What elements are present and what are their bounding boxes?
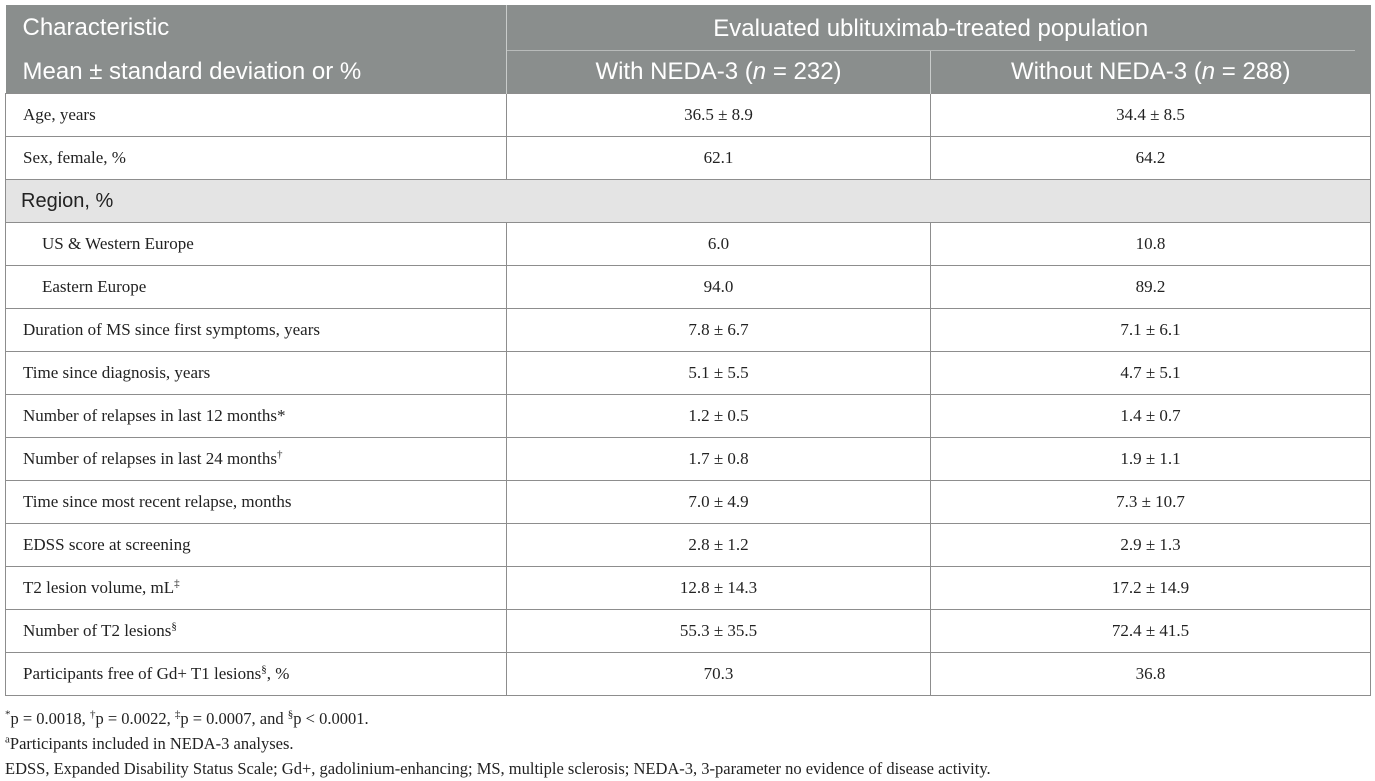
table-row	[6, 137, 1371, 180]
row-label: Time since most recent relapse, months	[6, 481, 507, 524]
footnote-abbreviations: EDSS, Expanded Disability Status Scale; Gd+, gadolinium-enhancing; MS, multiple sclerosis; NEDA-3, 3-parameter no evidence of disease activity.	[5, 759, 991, 778]
row-label: Eastern Europe	[6, 266, 507, 309]
row-label: Sex, female, %	[6, 137, 507, 180]
row-label: Age, years	[6, 94, 507, 137]
value-with-neda3: 5.1 ± 5.5	[507, 352, 931, 395]
value-without-neda3: 10.8	[931, 223, 1371, 266]
value-without-neda3: 2.9 ± 1.3	[931, 524, 1371, 567]
row-label: Participants free of Gd+ T1 lesions§, %	[6, 653, 507, 696]
characteristics-table	[5, 5, 1371, 696]
table-row	[6, 567, 1371, 610]
value-without-neda3: 89.2	[931, 266, 1371, 309]
value-with-neda3: 94.0	[507, 266, 931, 309]
value-with-neda3: 62.1	[507, 137, 931, 180]
row-label: Number of relapses in last 24 months†	[6, 438, 507, 481]
value-with-neda3: 7.8 ± 6.7	[507, 309, 931, 352]
footnote-participants: $^a$Participants included in NEDA-3 analyses.	[5, 733, 294, 753]
value-without-neda3: 4.7 ± 5.1	[931, 352, 1371, 395]
table-row	[6, 653, 1371, 696]
value-with-neda3: 12.8 ± 14.3	[507, 567, 931, 610]
value-without-neda3: 1.9 ± 1.1	[931, 438, 1371, 481]
table-row	[6, 266, 1371, 309]
section-row	[6, 180, 1371, 223]
value-without-neda3: 7.1 ± 6.1	[931, 309, 1371, 352]
table-row	[6, 223, 1371, 266]
table-row	[6, 524, 1371, 567]
header-characteristic: Characteristic	[6, 5, 507, 51]
value-without-neda3: 64.2	[931, 137, 1371, 180]
row-label: Number of T2 lesions§	[6, 610, 507, 653]
value-without-neda3: 1.4 ± 0.7	[931, 395, 1371, 438]
row-label: EDSS score at screening	[6, 524, 507, 567]
table-body	[6, 94, 1371, 696]
table-row	[6, 352, 1371, 395]
value-without-neda3: 36.8	[931, 653, 1371, 696]
table-row	[6, 481, 1371, 524]
row-label: US & Western Europe	[6, 223, 507, 266]
value-without-neda3: 17.2 ± 14.9	[931, 567, 1371, 610]
table-row	[6, 309, 1371, 352]
header-with-neda3: With NEDA-3 (n = 232)	[507, 51, 931, 94]
value-with-neda3: 7.0 ± 4.9	[507, 481, 931, 524]
table-row	[6, 395, 1371, 438]
footnote-pvalues: *p = 0.0018, †p = 0.0022, ‡p = 0.0007, and §p < 0.0001.	[5, 708, 369, 728]
value-with-neda3: 70.3	[507, 653, 931, 696]
table-row	[6, 610, 1371, 653]
value-with-neda3: 1.7 ± 0.8	[507, 438, 931, 481]
value-without-neda3: 7.3 ± 10.7	[931, 481, 1371, 524]
row-label: Time since diagnosis, years	[6, 352, 507, 395]
value-without-neda3: 72.4 ± 41.5	[931, 610, 1371, 653]
table-row	[6, 94, 1371, 137]
value-with-neda3: 55.3 ± 35.5	[507, 610, 931, 653]
table-row	[6, 438, 1371, 481]
header-group	[507, 5, 1371, 51]
header-mean-sd: Mean ± standard deviation or %	[6, 51, 507, 94]
table-header	[6, 5, 1371, 94]
section-label: Region, %	[6, 180, 1371, 223]
row-label: Number of relapses in last 12 months*	[6, 395, 507, 438]
value-with-neda3: 36.5 ± 8.9	[507, 94, 931, 137]
value-with-neda3: 6.0	[507, 223, 931, 266]
row-label: Duration of MS since first symptoms, years	[6, 309, 507, 352]
value-with-neda3: 2.8 ± 1.2	[507, 524, 931, 567]
value-without-neda3: 34.4 ± 8.5	[931, 94, 1371, 137]
footnotes	[5, 706, 991, 781]
row-label: T2 lesion volume, mL‡	[6, 567, 507, 610]
header-group-title: Evaluated ublituximab-treated population	[507, 5, 1355, 51]
header-without-neda3: Without NEDA-3 (n = 288)	[1011, 58, 1291, 85]
value-with-neda3: 1.2 ± 0.5	[507, 395, 931, 438]
